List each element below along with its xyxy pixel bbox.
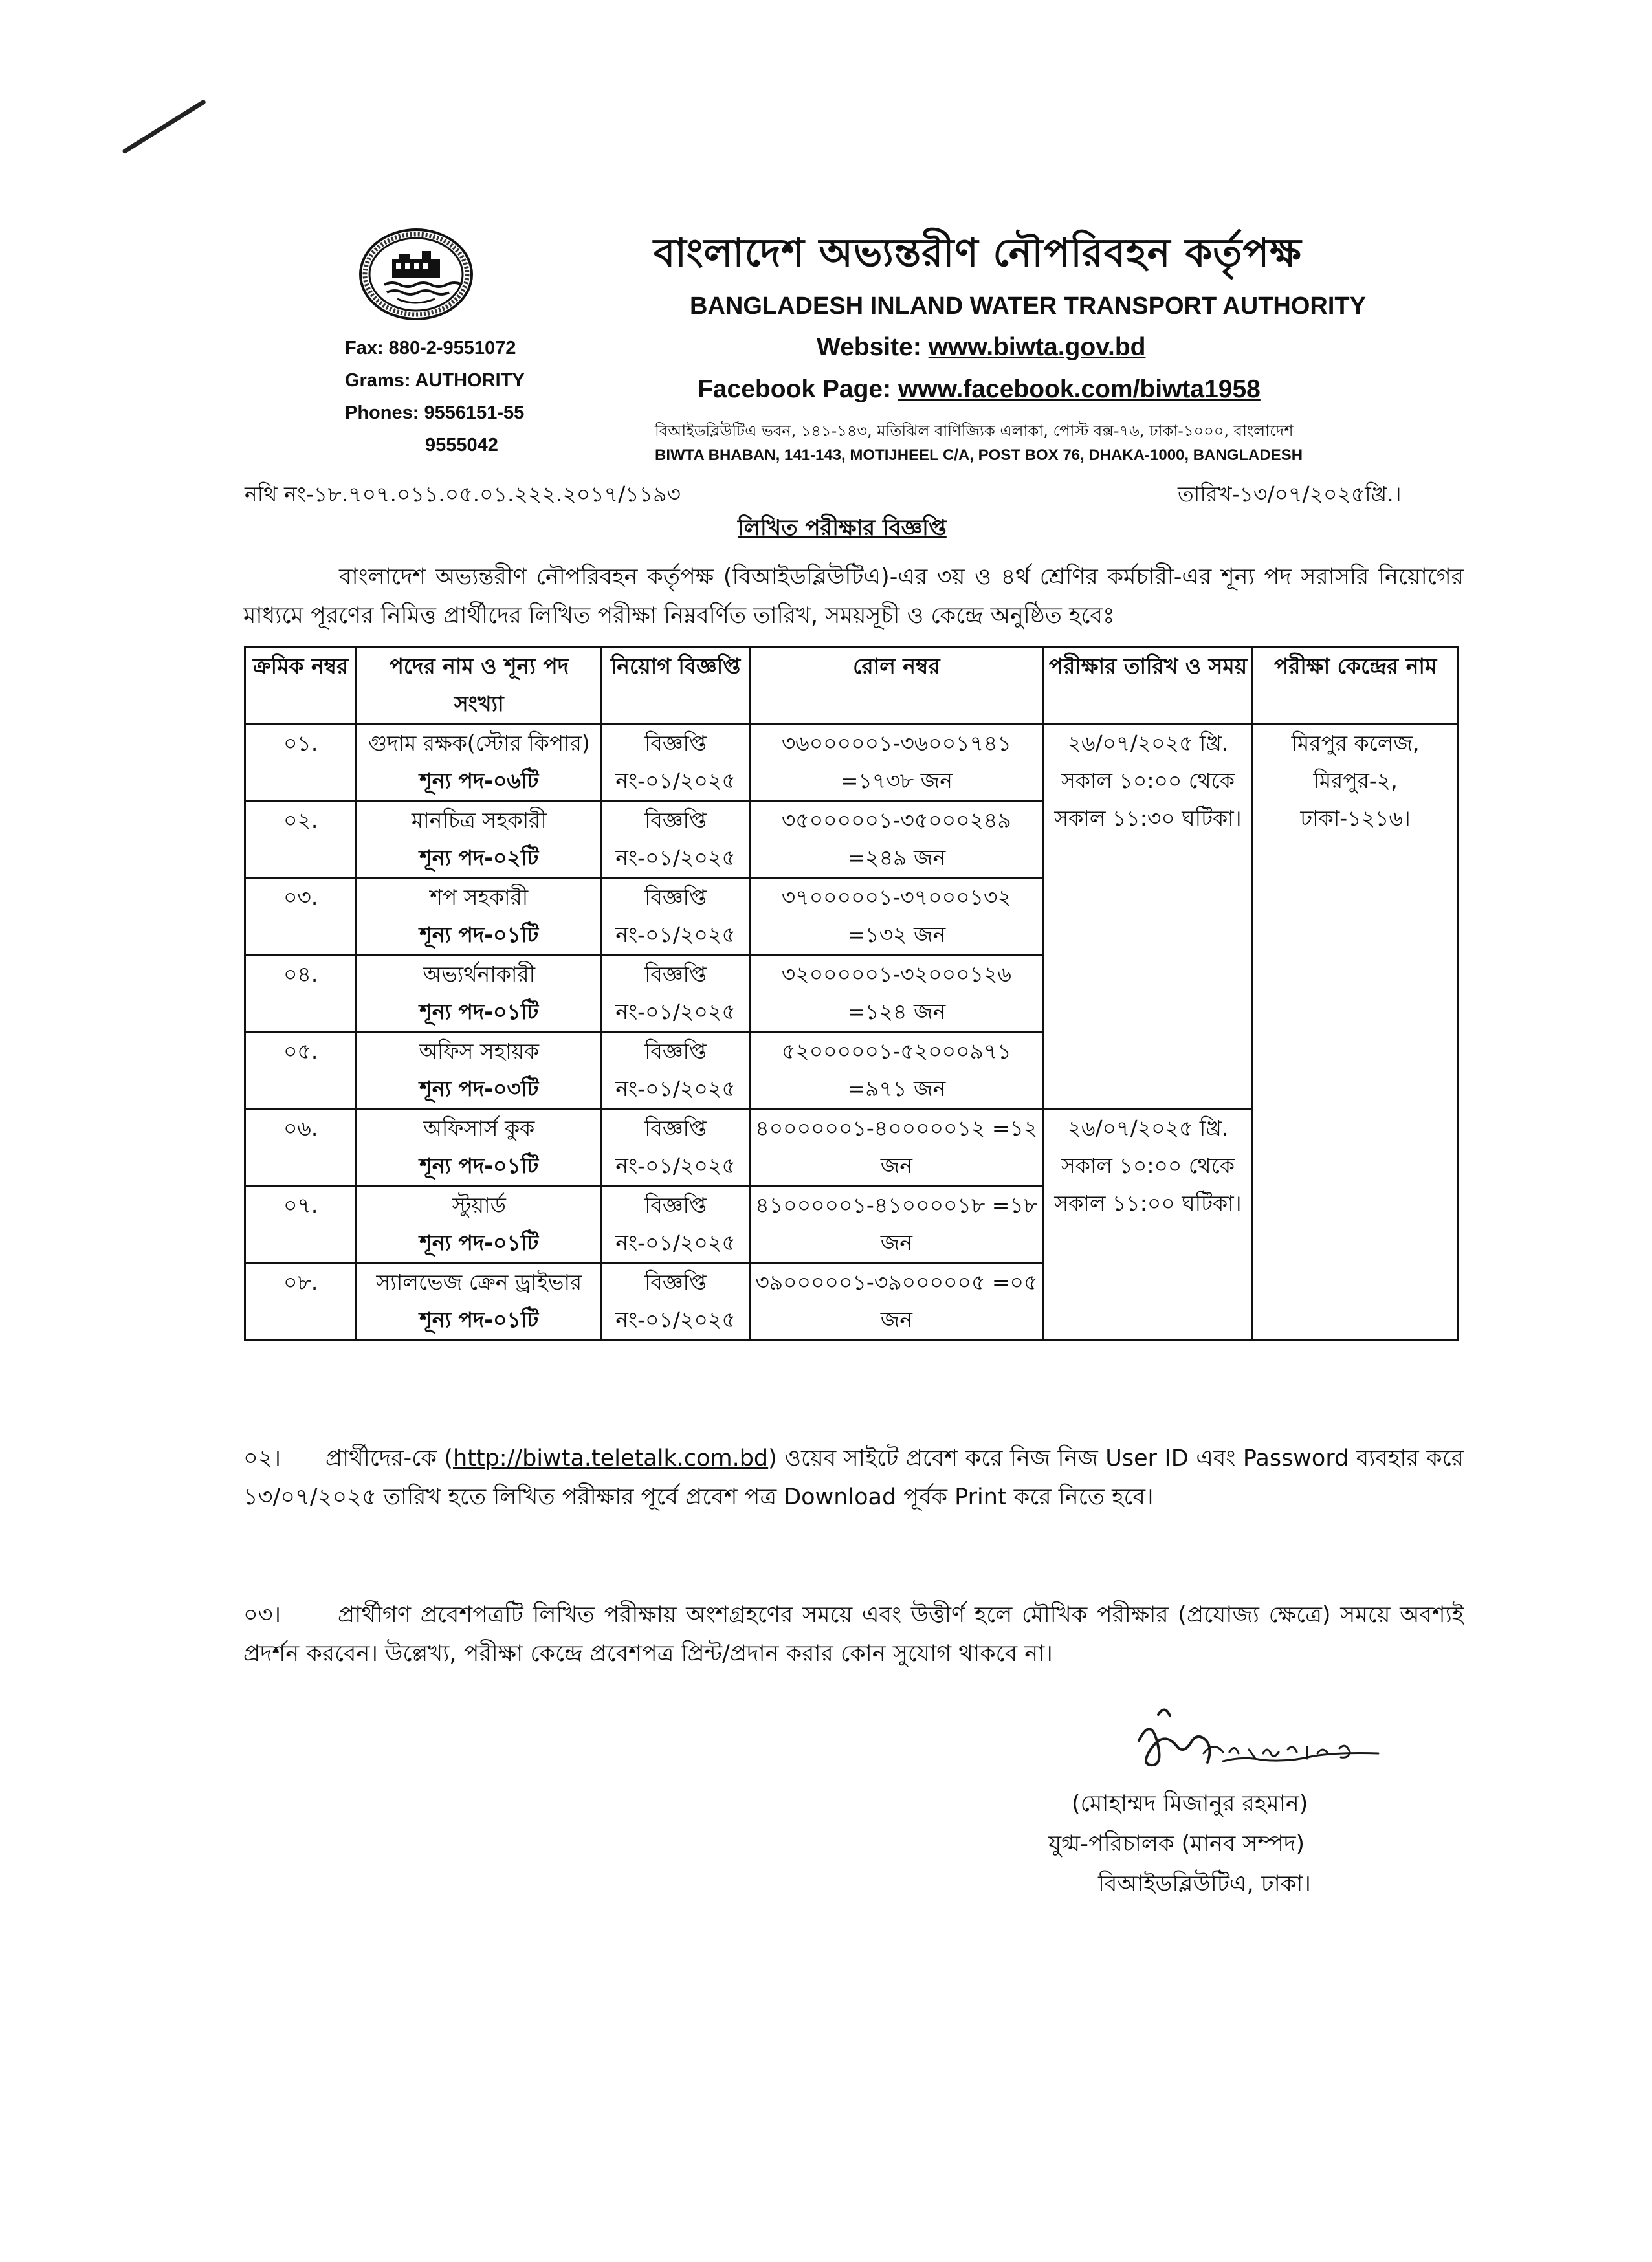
post-name: অফিস সহায়ক (419, 1038, 540, 1064)
vacancy-count: শূন্য পদ-০২টি (419, 845, 539, 870)
post-cell (357, 955, 602, 1032)
roll-cell: ৩৭০০০০০১-৩৭০০০১৩২ =১৩২ জন (749, 878, 1043, 955)
circular-cell: বিজ্ঞপ্তি নং-০১/২০২৫ (602, 1186, 750, 1263)
facebook-line (698, 375, 1261, 404)
post-name: শপ সহকারী (430, 884, 529, 910)
memo-date: তারিখ-১৩/০৭/২০২৫খ্রি.। (1178, 481, 1402, 507)
post-cell (357, 1186, 602, 1263)
vacancy-count: শূন্য পদ-০৩টি (419, 1076, 539, 1101)
address-en: BIWTA BHABAN, 141-143, MOTIJHEEL C/A, POST BOX 76, DHAKA-1000, BANGLADESH (655, 446, 1303, 464)
phones-2: 9555042 (425, 435, 498, 456)
serial-cell: ০৮. (245, 1263, 357, 1340)
roll-cell: ৩২০০০০০১-৩২০০০১২৬ =১২৪ জন (749, 955, 1043, 1032)
org-name-bn: বাংলাদেশ অভ্যন্তরীণ নৌপরিবহন কর্তৃপক্ষ (654, 230, 1302, 276)
memo-reference: নথি নং-১৮.৭০৭.০১১.০৫.০১.২২২.২০১৭/১১৯৩ (245, 481, 681, 507)
exam-center-cell: মিরপুর কলেজ, মিরপুর-২, ঢাকা-১২১৬। (1253, 724, 1459, 1340)
item-2-number: ০২। (243, 1445, 281, 1471)
circular-cell: বিজ্ঞপ্তি নং-০১/২০২৫ (602, 1263, 750, 1340)
pen-mark (122, 99, 206, 154)
biwta-logo (358, 228, 474, 321)
post-name: মানচিত্র সহকারী (411, 807, 547, 833)
roll-cell: ৩৬০০০০০১-৩৬০০১৭৪১ =১৭৩৮ জন (749, 724, 1043, 801)
post-cell (357, 724, 602, 801)
org-name-en: BANGLADESH INLAND WATER TRANSPORT AUTHORITY (690, 292, 1366, 320)
serial-cell: ০২. (245, 801, 357, 878)
circular-cell: বিজ্ঞপ্তি নং-০১/২০২৫ (602, 724, 750, 801)
signatory-name: (মোহাম্মদ মিজানুর রহমান) (1072, 1791, 1308, 1817)
website-link[interactable]: www.biwta.gov.bd (928, 333, 1146, 361)
circular-cell: বিজ্ঞপ্তি নং-০১/২০২৫ (602, 801, 750, 878)
vacancy-count: শূন্য পদ-০১টি (419, 1230, 539, 1255)
fax: Fax: 880-2-9551072 (345, 338, 516, 358)
facebook-label: Facebook Page: (698, 375, 898, 403)
serial-cell: ০৭. (245, 1186, 357, 1263)
header-serial: ক্রমিক নম্বর (245, 647, 357, 724)
item-3-text: প্রার্থীগণ প্রবেশপত্রটি লিখিত পরীক্ষায় অংশগ্রহণের সময়ে এবং উত্তীর্ণ হলে মৌখিক পরীক্ষার (প্রযোজ্য ক্ষেত্রে) সময়ে অবশ্যই প্রদর্শন করবেন। উল্লেখ্য, পরীক্ষা কেন্দ্রে প্রবেশপত্র প্রিন্ট/প্রদান করার কোন সুযোগ থাকবে না। (243, 1602, 1464, 1667)
header-post: পদের নাম ও শূন্য পদ সংখ্যা (357, 647, 602, 724)
post-name: গুদাম রক্ষক(স্টোর কিপার) (368, 730, 590, 756)
notice-title: লিখিত পরীক্ষার বিজ্ঞপ্তি (738, 515, 947, 541)
website-line (817, 333, 1145, 362)
circular-cell: বিজ্ঞপ্তি নং-০১/২০২৫ (602, 878, 750, 955)
schedule-cell-2: ২৬/০৭/২০২৫ খ্রি. সকাল ১০:০০ থেকে সকাল ১১:০০ ঘটিকা। (1043, 1109, 1252, 1340)
table-header-row (245, 647, 1459, 724)
handwritten-signature (1126, 1702, 1411, 1786)
circular-cell: বিজ্ঞপ্তি নং-০১/২০২৫ (602, 955, 750, 1032)
item-2-text-post: ) ওয়েব সাইটে প্রবেশ করে নিজ নিজ User ID এবং Password ব্যবহার করে ১৩/০৭/২০২৫ তারিখ হতে লিখিত পরীক্ষার পূর্বে প্রবেশ পত্র Download পূর্বক Print করে নিতে হবে। (243, 1445, 1464, 1510)
website-label: Website: (817, 333, 929, 361)
roll-cell: ৫২০০০০০১-৫২০০০৯৭১ =৯৭১ জন (749, 1032, 1043, 1109)
schedule-cell-1: ২৬/০৭/২০২৫ খ্রি. সকাল ১০:০০ থেকে সকাল ১১:৩০ ঘটিকা। (1043, 724, 1252, 1109)
roll-cell: ৩৫০০০০০১-৩৫০০০২৪৯ =২৪৯ জন (749, 801, 1043, 878)
serial-cell: ০৫. (245, 1032, 357, 1109)
phones: Phones: 9556151-55 (345, 402, 525, 423)
instruction-item-2 (243, 1439, 1464, 1517)
circular-cell: বিজ্ঞপ্তি নং-০১/২০২৫ (602, 1032, 750, 1109)
header-circular: নিয়োগ বিজ্ঞপ্তি (602, 647, 750, 724)
post-name: স্টুয়ার্ড (452, 1192, 506, 1218)
item-3-number: ০৩। (243, 1602, 281, 1628)
vacancy-count: শূন্য পদ-০১টি (419, 922, 539, 947)
roll-cell: ৩৯০০০০০১-৩৯০০০০০৫ =০৫ জন (749, 1263, 1043, 1340)
serial-cell: ০১. (245, 724, 357, 801)
table-row (245, 724, 1459, 801)
post-cell (357, 1032, 602, 1109)
post-cell (357, 1109, 602, 1186)
roll-cell: ৪১০০০০০১-৪১০০০০১৮ =১৮ জন (749, 1186, 1043, 1263)
header-center: পরীক্ষা কেন্দ্রের নাম (1253, 647, 1459, 724)
address-bn: বিআইডব্লিউটিএ ভবন, ১৪১-১৪৩, মতিঝিল বাণিজ্যিক এলাকা, পোস্ট বক্স-৭৬, ঢাকা-১০০০, বাংলাদেশ (655, 422, 1294, 440)
serial-cell: ০৪. (245, 955, 357, 1032)
teletalk-link[interactable]: http://biwta.teletalk.com.bd (452, 1445, 769, 1471)
header-schedule: পরীক্ষার তারিখ ও সময় (1043, 647, 1252, 724)
post-name: অভ্যর্থনাকারী (423, 961, 536, 987)
vacancy-count: শূন্য পদ-০৬টি (419, 768, 539, 793)
instruction-item-3 (243, 1596, 1464, 1673)
header-roll: রোল নম্বর (749, 647, 1043, 724)
vacancy-count: শূন্য পদ-০১টি (419, 999, 539, 1024)
signatory-designation: যুগ্ম-পরিচালক (মানব সম্পদ) (1048, 1831, 1305, 1857)
post-cell (357, 878, 602, 955)
facebook-link[interactable]: www.facebook.com/biwta1958 (898, 375, 1261, 403)
vacancy-count: শূন্য পদ-০১টি (419, 1153, 539, 1178)
circular-cell: বিজ্ঞপ্তি নং-০১/২০২৫ (602, 1109, 750, 1186)
item-2-text-pre: প্রার্থীদের-কে ( (325, 1445, 453, 1471)
post-cell (357, 801, 602, 878)
roll-cell: ৪০০০০০০১-৪০০০০০১২ =১২ জন (749, 1109, 1043, 1186)
post-cell (357, 1263, 602, 1340)
post-name: অফিসার্স কুক (423, 1115, 535, 1141)
serial-cell: ০৬. (245, 1109, 357, 1186)
post-name: স্যালভেজ ক্রেন ড্রাইভার (376, 1269, 582, 1295)
intro-paragraph: বাংলাদেশ অভ্যন্তরীণ নৌপরিবহন কর্তৃপক্ষ (বিআইডব্লিউটিএ)-এর ৩য় ও ৪র্থ শ্রেণির কর্মচারী-এর শূন্য পদ সরাসরি নিয়োগের মাধ্যমে পূরণের নিমিত্ত প্রার্থীদের লিখিত পরীক্ষা নিম্নবর্ণিত তারিখ, সময়সূচী ও কেন্দ্রে অনুষ্ঠিত হবেঃ (243, 564, 1464, 629)
exam-schedule-table (244, 646, 1459, 1341)
signatory-office: বিআইডব্লিউটিএ, ঢাকা। (1098, 1871, 1311, 1897)
serial-cell: ০৩. (245, 878, 357, 955)
grams: Grams: AUTHORITY (345, 370, 525, 391)
vacancy-count: শূন্য পদ-০১টি (419, 1307, 539, 1332)
